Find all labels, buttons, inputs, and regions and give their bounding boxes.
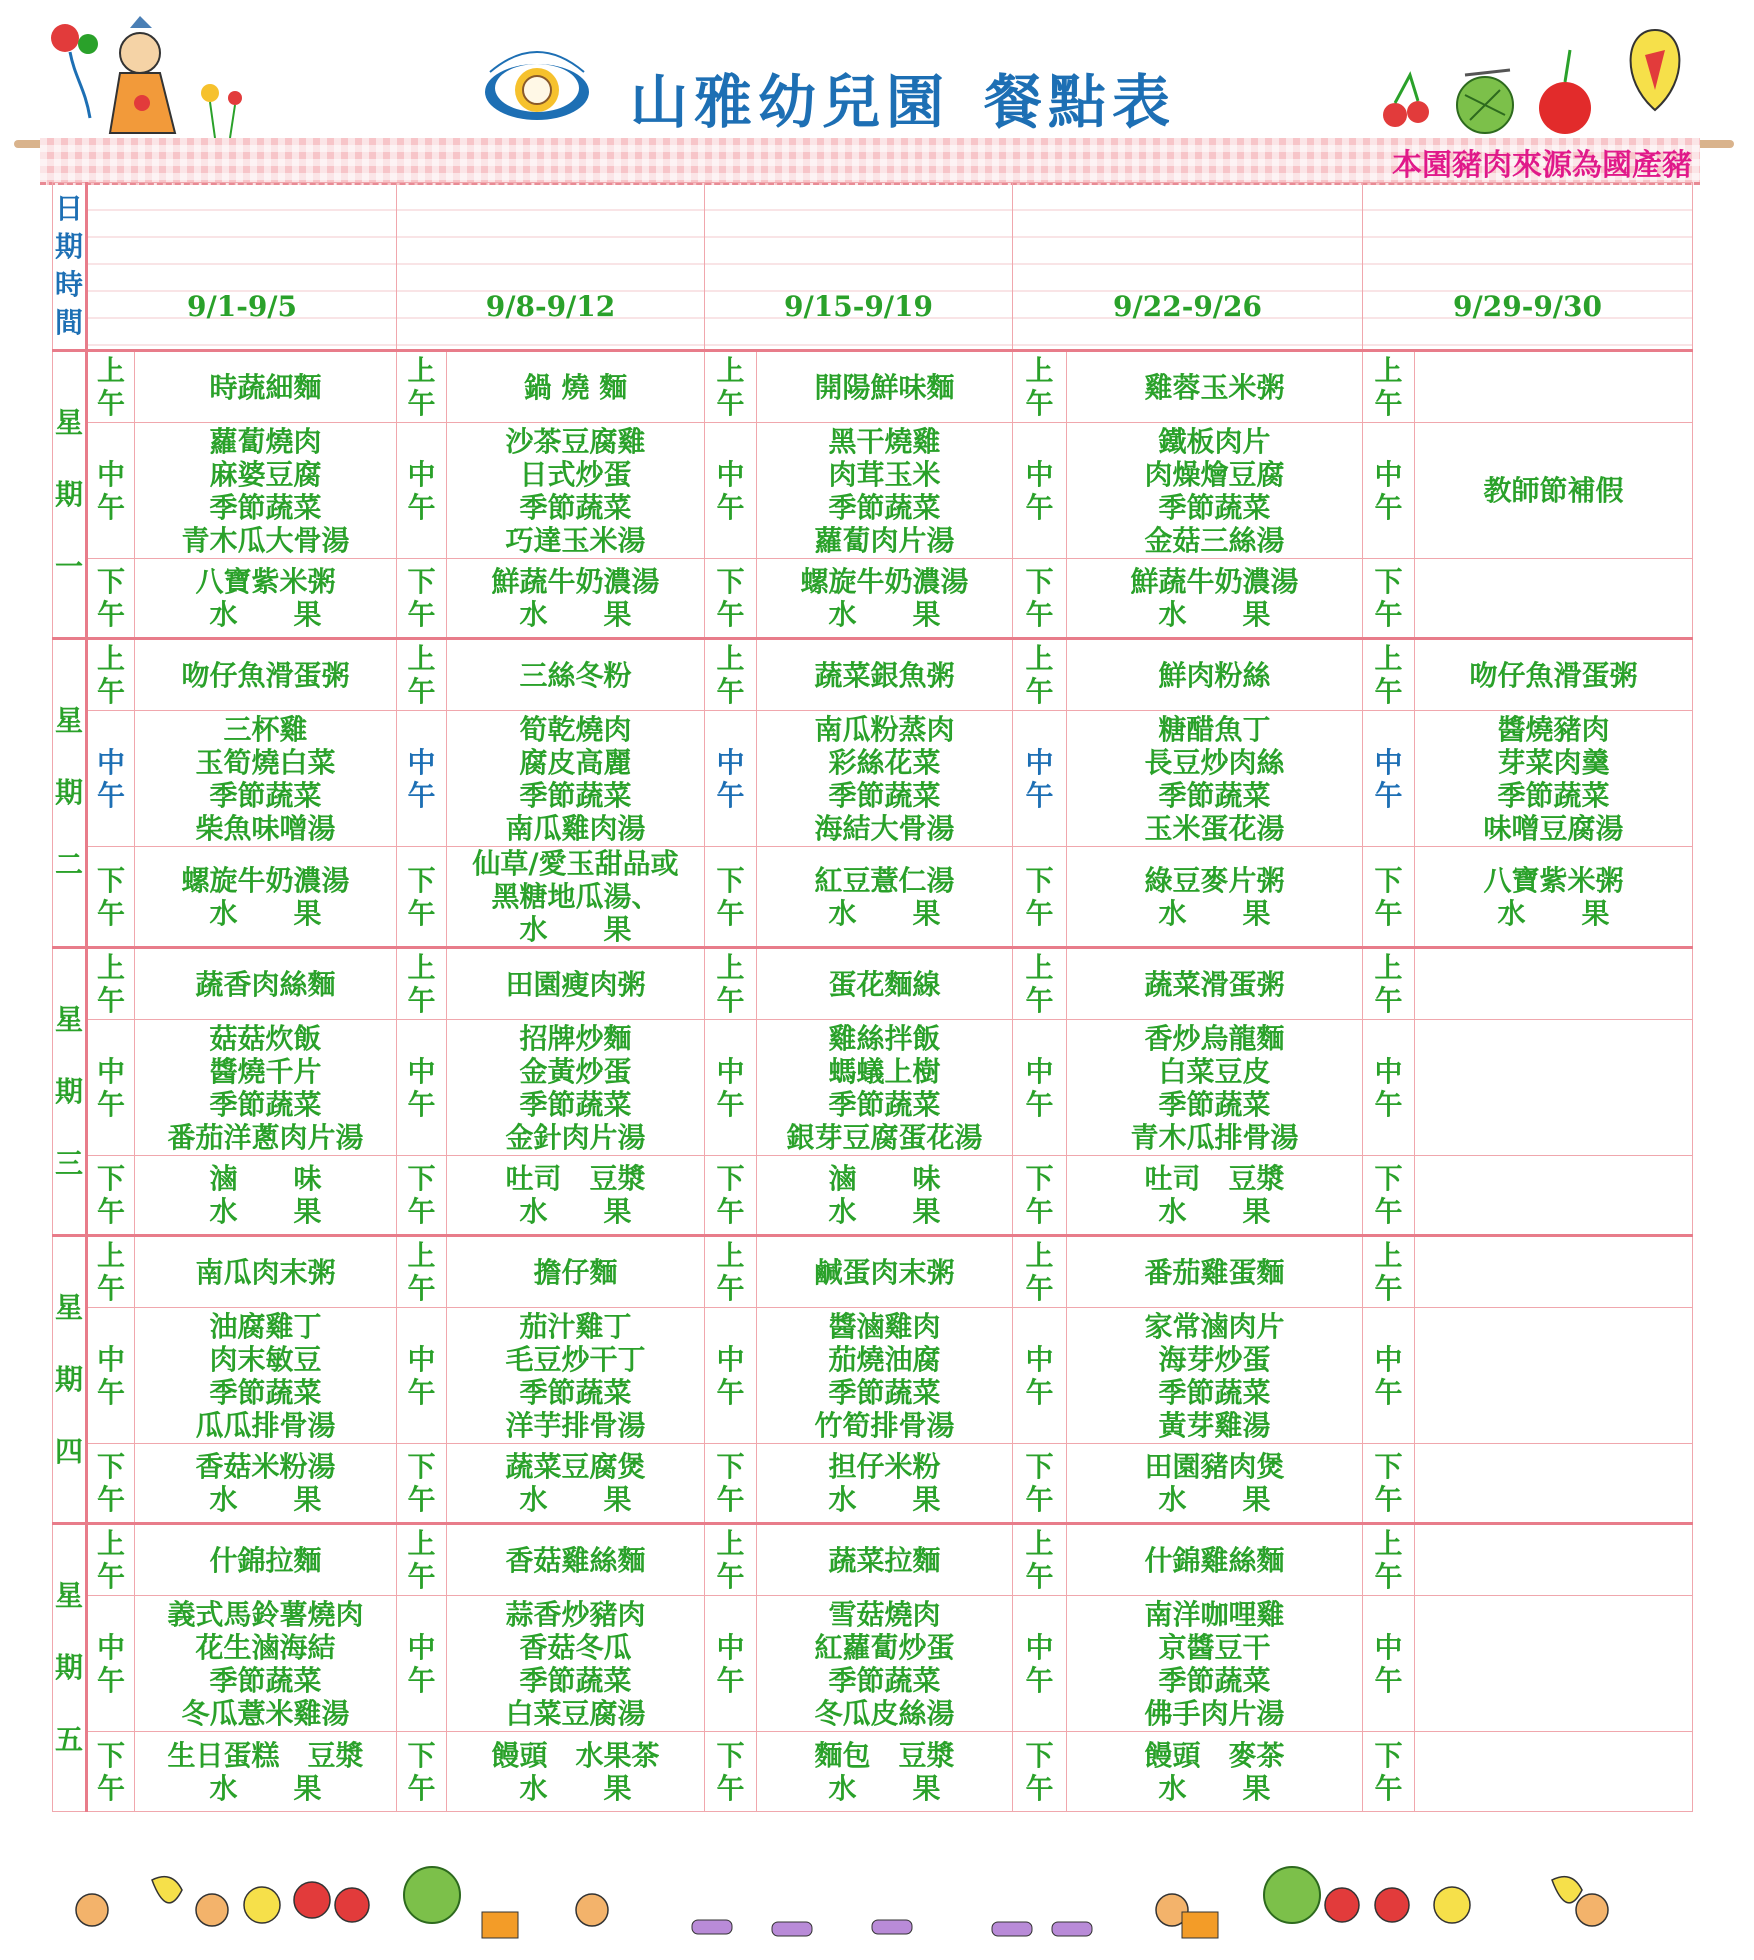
menu-item-cell: 時蔬細麵 [135, 351, 397, 423]
meal-slot-label: 上 午 [1013, 1524, 1067, 1596]
menu-item-cell: 鮮蔬牛奶濃湯 水 果 [1067, 559, 1363, 639]
meal-slot-label: 中 午 [397, 1308, 447, 1444]
school-name: 山雅幼兒園 [630, 68, 951, 136]
day-1-am-row [53, 351, 1693, 423]
meal-slot-label: 下 午 [1013, 1156, 1067, 1236]
menu-item-cell: 茄汁雞丁 毛豆炒干丁 季節蔬菜 洋芋排骨湯 [447, 1308, 705, 1444]
date-col-label: 日 期 時 間 [53, 183, 87, 351]
menu-item-cell: 油腐雞丁 肉末敏豆 季節蔬菜 瓜瓜排骨湯 [135, 1308, 397, 1444]
meal-slot-label: 中 午 [1363, 1596, 1415, 1732]
menu-item-cell: 鐵板肉片 肉燥燴豆腐 季節蔬菜 金菇三絲湯 [1067, 423, 1363, 559]
meal-slot-label: 下 午 [1363, 847, 1415, 948]
meal-slot-label: 中 午 [397, 1020, 447, 1156]
meal-slot-label: 中 午 [87, 423, 135, 559]
menu-item-cell [1415, 1020, 1693, 1156]
menu-item-cell: 醬燒豬肉 芽菜肉羹 季節蔬菜 味噌豆腐湯 [1415, 711, 1693, 847]
meal-slot-label: 上 午 [705, 1236, 757, 1308]
meal-slot-label: 中 午 [1013, 1596, 1067, 1732]
meal-slot-label: 中 午 [87, 711, 135, 847]
menu-item-cell: 蛋花麵線 [757, 948, 1013, 1020]
meal-slot-label: 下 午 [397, 1444, 447, 1524]
meal-slot-label: 上 午 [705, 639, 757, 711]
menu-item-cell: 香炒烏龍麵 白菜豆皮 季節蔬菜 青木瓜排骨湯 [1067, 1020, 1363, 1156]
pork-origin-notice: 本園豬肉來源為國產豬 [1392, 148, 1692, 183]
meal-slot-label: 中 午 [397, 711, 447, 847]
menu-item-cell: 什錦拉麵 [135, 1524, 397, 1596]
menu-item-cell: 螺旋牛奶濃湯 水 果 [135, 847, 397, 948]
day-4-am-row [53, 1236, 1693, 1308]
menu-item-cell: 南瓜肉末粥 [135, 1236, 397, 1308]
week-range: 9/29-9/30 [1363, 183, 1693, 351]
meal-slot-label: 下 午 [1013, 559, 1067, 639]
menu-item-cell: 蒜香炒豬肉 香菇冬瓜 季節蔬菜 白菜豆腐湯 [447, 1596, 705, 1732]
weekday-label: 星 期 二 [53, 639, 87, 948]
menu-item-cell [1415, 1524, 1693, 1596]
day-3-noon-row [53, 1020, 1693, 1156]
menu-item-cell: 生日蛋糕 豆漿 水 果 [135, 1732, 397, 1812]
meal-slot-label: 上 午 [1363, 948, 1415, 1020]
menu-item-cell: 黑干燒雞 肉茸玉米 季節蔬菜 蘿蔔肉片湯 [757, 423, 1013, 559]
day-4-noon-row [53, 1308, 1693, 1444]
menu-item-cell [1415, 1596, 1693, 1732]
meal-slot-label: 下 午 [397, 559, 447, 639]
meal-slot-label: 中 午 [705, 711, 757, 847]
meal-slot-label: 下 午 [705, 1444, 757, 1524]
menu-item-cell: 擔仔麵 [447, 1236, 705, 1308]
meal-slot-label: 上 午 [87, 1236, 135, 1308]
meal-slot-label: 下 午 [397, 1156, 447, 1236]
menu-item-cell: 開陽鮮味麵 [757, 351, 1013, 423]
day-1-noon-row [53, 423, 1693, 559]
weekday-label: 星 期 一 [53, 351, 87, 639]
menu-item-cell: 鮮蔬牛奶濃湯 水 果 [447, 559, 705, 639]
meal-slot-label: 中 午 [1363, 1020, 1415, 1156]
day-5-pm-row [53, 1732, 1693, 1812]
menu-item-cell: 家常滷肉片 海芽炒蛋 季節蔬菜 黃芽雞湯 [1067, 1308, 1363, 1444]
menu-item-cell: 鹹蛋肉末粥 [757, 1236, 1013, 1308]
menu-item-cell: 南洋咖哩雞 京醬豆干 季節蔬菜 佛手肉片湯 [1067, 1596, 1363, 1732]
menu-item-cell: 蔬菜滑蛋粥 [1067, 948, 1363, 1020]
meal-slot-label: 中 午 [705, 1308, 757, 1444]
menu-item-cell [1415, 1444, 1693, 1524]
menu-item-cell: 番茄雞蛋麵 [1067, 1236, 1363, 1308]
menu-item-cell: 鍋 燒 麵 [447, 351, 705, 423]
meal-slot-label: 上 午 [1363, 639, 1415, 711]
meal-slot-label: 上 午 [397, 948, 447, 1020]
weekday-label: 星 期 五 [53, 1524, 87, 1812]
menu-item-cell [1415, 1156, 1693, 1236]
meal-slot-label: 下 午 [1013, 1444, 1067, 1524]
day-2-noon-row [53, 711, 1693, 847]
menu-item-cell: 滷 味 水 果 [757, 1156, 1013, 1236]
meal-slot-label: 上 午 [705, 948, 757, 1020]
menu-item-cell: 蔬香肉絲麵 [135, 948, 397, 1020]
menu-item-cell: 紅豆薏仁湯 水 果 [757, 847, 1013, 948]
day-5-am-row [53, 1524, 1693, 1596]
meal-slot-label: 中 午 [397, 1596, 447, 1732]
day-3-am-row [53, 948, 1693, 1020]
girl-doodle-icon [30, 8, 250, 143]
menu-item-cell: 滷 味 水 果 [135, 1156, 397, 1236]
meal-slot-label: 下 午 [1013, 847, 1067, 948]
meal-slot-label: 下 午 [1363, 559, 1415, 639]
meal-slot-label: 中 午 [397, 423, 447, 559]
meal-slot-label: 上 午 [1013, 948, 1067, 1020]
menu-item-cell: 饅頭 麥茶 水 果 [1067, 1732, 1363, 1812]
menu-item-cell: 糖醋魚丁 長豆炒肉絲 季節蔬菜 玉米蛋花湯 [1067, 711, 1363, 847]
menu-item-cell: 麵包 豆漿 水 果 [757, 1732, 1013, 1812]
menu-item-cell: 義式馬鈴薯燒肉 花生滷海結 季節蔬菜 冬瓜薏米雞湯 [135, 1596, 397, 1732]
meal-schedule-table [52, 182, 1693, 1812]
day-3-pm-row [53, 1156, 1693, 1236]
week-range: 9/15-9/19 [705, 183, 1013, 351]
menu-item-cell: 三絲冬粉 [447, 639, 705, 711]
meal-slot-label: 下 午 [705, 1156, 757, 1236]
menu-item-cell: 仙草/愛玉甜品或 黑糖地瓜湯、 水 果 [447, 847, 705, 948]
menu-item-cell: 蔬菜拉麵 [757, 1524, 1013, 1596]
meal-slot-label: 下 午 [1363, 1444, 1415, 1524]
meal-slot-label: 中 午 [1363, 423, 1415, 559]
preschool-logo [482, 42, 592, 124]
meal-slot-label: 下 午 [397, 1732, 447, 1812]
meal-slot-label: 下 午 [705, 1732, 757, 1812]
menu-item-cell: 沙茶豆腐雞 日式炒蛋 季節蔬菜 巧達玉米湯 [447, 423, 705, 559]
meal-slot-label: 上 午 [1363, 1524, 1415, 1596]
meal-slot-label: 下 午 [87, 847, 135, 948]
meal-slot-label: 上 午 [705, 1524, 757, 1596]
menu-item-cell: 三杯雞 玉筍燒白菜 季節蔬菜 柴魚味噌湯 [135, 711, 397, 847]
meal-slot-label: 下 午 [87, 559, 135, 639]
meal-slot-label: 中 午 [87, 1308, 135, 1444]
meal-slot-label: 上 午 [1363, 351, 1415, 423]
meal-slot-label: 中 午 [1363, 1308, 1415, 1444]
menu-item-cell: 教師節補假 [1415, 423, 1693, 559]
menu-item-cell: 吐司 豆漿 水 果 [447, 1156, 705, 1236]
menu-item-cell: 田園瘦肉粥 [447, 948, 705, 1020]
menu-item-cell: 雪菇燒肉 紅蘿蔔炒蛋 季節蔬菜 冬瓜皮絲湯 [757, 1596, 1013, 1732]
meal-slot-label: 下 午 [1363, 1156, 1415, 1236]
menu-item-cell: 担仔米粉 水 果 [757, 1444, 1013, 1524]
menu-item-cell: 吻仔魚滑蛋粥 [135, 639, 397, 711]
meal-slot-label: 上 午 [87, 948, 135, 1020]
meal-slot-label: 上 午 [1363, 1236, 1415, 1308]
page-header [0, 0, 1754, 140]
menu-item-cell: 吐司 豆漿 水 果 [1067, 1156, 1363, 1236]
day-4-pm-row [53, 1444, 1693, 1524]
menu-item-cell: 招牌炒麵 金黃炒蛋 季節蔬菜 金針肉片湯 [447, 1020, 705, 1156]
meal-slot-label: 中 午 [1013, 711, 1067, 847]
meal-slot-label: 上 午 [397, 639, 447, 711]
meal-slot-label: 上 午 [87, 351, 135, 423]
meal-slot-label: 下 午 [705, 559, 757, 639]
menu-item-cell: 雞蓉玉米粥 [1067, 351, 1363, 423]
week-range: 9/22-9/26 [1013, 183, 1363, 351]
menu-item-cell: 菇菇炊飯 醬燒千片 季節蔬菜 番茄洋蔥肉片湯 [135, 1020, 397, 1156]
menu-item-cell [1415, 559, 1693, 639]
meal-slot-label: 中 午 [1013, 1308, 1067, 1444]
menu-item-cell: 筍乾燒肉 腐皮高麗 季節蔬菜 南瓜雞肉湯 [447, 711, 705, 847]
meal-slot-label: 中 午 [1013, 1020, 1067, 1156]
menu-item-cell [1415, 351, 1693, 423]
meal-slot-label: 中 午 [1013, 423, 1067, 559]
week-range: 9/1-9/5 [87, 183, 397, 351]
weekday-label: 星 期 四 [53, 1236, 87, 1524]
meal-slot-label: 下 午 [705, 847, 757, 948]
menu-item-cell: 八寶紫米粥 水 果 [1415, 847, 1693, 948]
meal-slot-label: 中 午 [87, 1596, 135, 1732]
day-2-am-row [53, 639, 1693, 711]
day-5-noon-row [53, 1596, 1693, 1732]
menu-item-cell: 螺旋牛奶濃湯 水 果 [757, 559, 1013, 639]
menu-item-cell: 雞絲拌飯 螞蟻上樹 季節蔬菜 銀芽豆腐蛋花湯 [757, 1020, 1013, 1156]
menu-item-cell: 吻仔魚滑蛋粥 [1415, 639, 1693, 711]
menu-item-cell: 饅頭 水果茶 水 果 [447, 1732, 705, 1812]
menu-item-cell [1415, 948, 1693, 1020]
meal-slot-label: 下 午 [1013, 1732, 1067, 1812]
meal-slot-label: 中 午 [705, 1020, 757, 1156]
menu-item-cell: 香菇雞絲麵 [447, 1524, 705, 1596]
meal-slot-label: 上 午 [1013, 1236, 1067, 1308]
menu-item-cell [1415, 1308, 1693, 1444]
menu-item-cell: 蔬菜豆腐煲 水 果 [447, 1444, 705, 1524]
meal-slot-label: 下 午 [87, 1156, 135, 1236]
menu-item-cell: 綠豆麥片粥 水 果 [1067, 847, 1363, 948]
menu-item-cell: 蘿蔔燒肉 麻婆豆腐 季節蔬菜 青木瓜大骨湯 [135, 423, 397, 559]
meal-slot-label: 下 午 [87, 1444, 135, 1524]
menu-item-cell: 蔬菜銀魚粥 [757, 639, 1013, 711]
menu-title: 餐點表 [984, 68, 1177, 136]
meal-slot-label: 中 午 [1363, 711, 1415, 847]
menu-item-cell: 香菇米粉湯 水 果 [135, 1444, 397, 1524]
meal-slot-label: 上 午 [397, 1236, 447, 1308]
menu-item-cell: 田園豬肉煲 水 果 [1067, 1444, 1363, 1524]
meal-slot-label: 上 午 [397, 1524, 447, 1596]
meal-slot-label: 上 午 [705, 351, 757, 423]
date-row [53, 183, 1693, 351]
meal-slot-label: 上 午 [87, 639, 135, 711]
meal-slot-label: 中 午 [87, 1020, 135, 1156]
weekday-label: 星 期 三 [53, 948, 87, 1236]
meal-slot-label: 中 午 [705, 423, 757, 559]
menu-item-cell: 醬滷雞肉 茄燒油腐 季節蔬菜 竹筍排骨湯 [757, 1308, 1013, 1444]
meal-slot-label: 中 午 [705, 1596, 757, 1732]
menu-item-cell [1415, 1236, 1693, 1308]
meal-slot-label: 下 午 [87, 1732, 135, 1812]
meal-slot-label: 上 午 [1013, 639, 1067, 711]
meal-slot-label: 下 午 [1363, 1732, 1415, 1812]
page-title [630, 55, 1210, 139]
day-1-pm-row [53, 559, 1693, 639]
menu-item-cell: 什錦雞絲麵 [1067, 1524, 1363, 1596]
menu-item-cell: 南瓜粉蒸肉 彩絲花菜 季節蔬菜 海結大骨湯 [757, 711, 1013, 847]
fruit-doodle-icon [1370, 20, 1710, 140]
day-2-pm-row [53, 847, 1693, 948]
menu-item-cell: 鮮肉粉絲 [1067, 639, 1363, 711]
meal-slot-label: 下 午 [397, 847, 447, 948]
menu-item-cell: 八寶紫米粥 水 果 [135, 559, 397, 639]
week-range: 9/8-9/12 [397, 183, 705, 351]
meal-slot-label: 上 午 [1013, 351, 1067, 423]
meal-slot-label: 上 午 [397, 351, 447, 423]
bottom-characters-doodle [52, 1850, 1692, 1950]
menu-item-cell [1415, 1732, 1693, 1812]
meal-slot-label: 上 午 [87, 1524, 135, 1596]
